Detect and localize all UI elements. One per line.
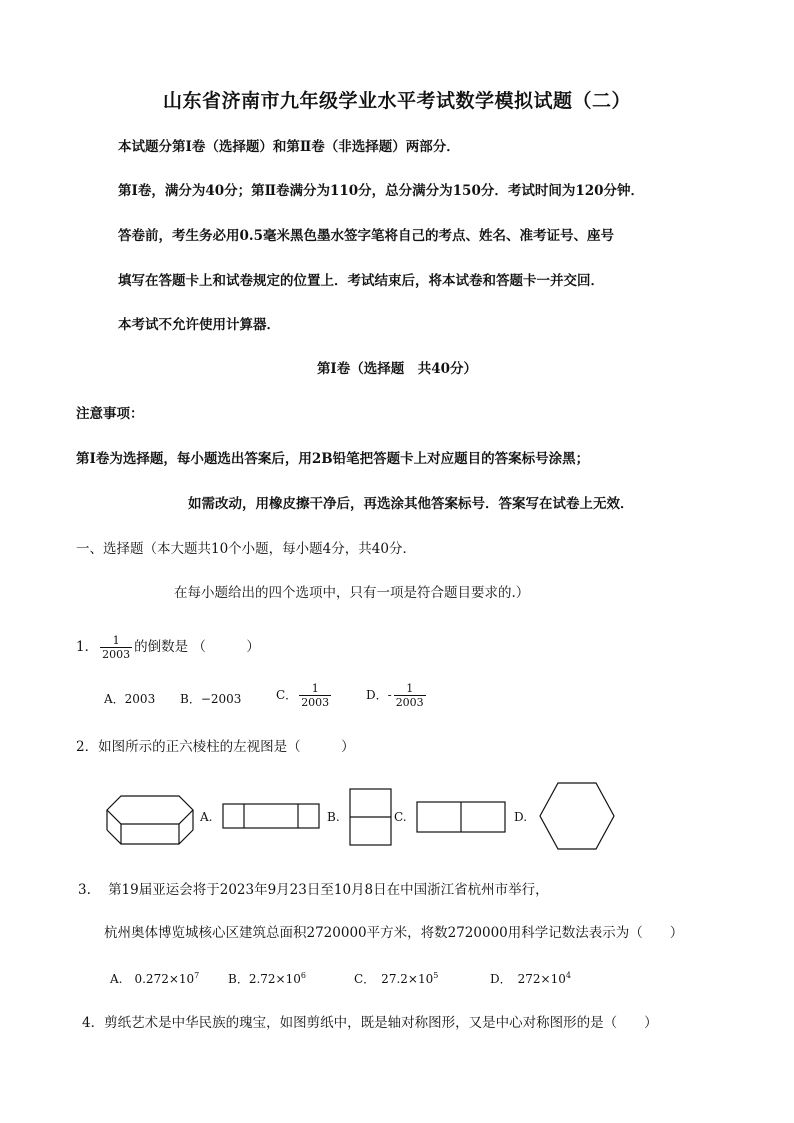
q4-stem: 4．剪纸艺术是中华民族的瑰宝，如图剪纸中，既是轴对称图形，又是中心对称图形的是（ ） bbox=[82, 1015, 658, 1031]
q3-option-c bbox=[354, 970, 438, 987]
part1-heading: 一、选择题（本大题共10个小题，每小题4分，共40分． bbox=[76, 541, 416, 557]
notes-label: 注意事项： bbox=[76, 406, 144, 422]
q3-stem-2: 杭州奥体博览城核心区建筑总面积2720000平方米，将数2720000用科学记数法表示为（ ） bbox=[104, 925, 684, 941]
q2-label-a: A. bbox=[200, 810, 213, 824]
q1-option-d bbox=[366, 682, 428, 709]
q3-option-d-exp: 4 bbox=[565, 971, 571, 980]
q1-option-b: B．−2003 bbox=[180, 692, 242, 706]
q2-option-d-hexagon bbox=[538, 780, 616, 852]
intro-line-4: 填写在答题卡上和试卷规定的位置上．考试结束后，将本试卷和答题卡一并交回． bbox=[118, 273, 604, 289]
q3-number: 3. bbox=[78, 882, 91, 898]
q3-option-a-text: A. 0.272×10 bbox=[110, 972, 195, 986]
q1-number: 1． bbox=[76, 639, 99, 655]
q3-option-a-exp: 7 bbox=[194, 971, 200, 980]
q2-option-c-figure bbox=[416, 801, 506, 833]
q3-option-d-text: D． 272×10 bbox=[490, 972, 566, 986]
q1-option-d-den: 2003 bbox=[395, 696, 424, 709]
q1-option-c-label: C． bbox=[276, 688, 298, 702]
note-2: 如需改动，用橡皮擦干净后，再选涂其他答案标号．答案写在试卷上无效． bbox=[188, 496, 634, 512]
intro-line-3: 答卷前，考生务必用0.5毫米黑色墨水签字笔将自己的考点、姓名、准考证号、座号 bbox=[118, 228, 614, 244]
q3-option-b-text: B．2.72×10 bbox=[228, 972, 301, 986]
q2-option-a-figure bbox=[222, 803, 320, 829]
note-1: 第Ⅰ卷为选择题，每小题选出答案后，用2B铅笔把答题卡上对应题目的答案标号涂黑； bbox=[76, 451, 590, 467]
q1-option-d-label: D．- bbox=[366, 688, 392, 702]
q1-stem bbox=[76, 634, 260, 661]
part1-sub: 在每小题给出的四个选项中，只有一项是符合题目要求的.） bbox=[174, 585, 530, 601]
q3-stem-1 bbox=[78, 881, 549, 899]
hexagonal-prism-figure bbox=[100, 788, 200, 848]
intro-line-5: 本考试不允许使用计算器． bbox=[118, 317, 280, 333]
q1-option-c bbox=[276, 682, 333, 709]
q1-fraction bbox=[100, 634, 132, 661]
q1-frac-num: 1 bbox=[112, 634, 120, 647]
q1-option-c-den: 2003 bbox=[301, 696, 330, 709]
q1-text: 的倒数是 （ ） bbox=[134, 639, 260, 655]
q2-label-d: D. bbox=[514, 810, 528, 824]
q3-option-b-exp: 6 bbox=[300, 971, 306, 980]
page-title: 山东省济南市九年级学业水平考试数学模拟试题（二） bbox=[162, 90, 631, 112]
q1-option-a: A．2003 bbox=[104, 692, 156, 706]
q1-option-d-num: 1 bbox=[406, 682, 414, 695]
q1-frac-den: 2003 bbox=[102, 648, 131, 661]
intro-line-2: 第Ⅰ卷，满分为40分；第Ⅱ卷满分为110分，总分满分为150分．考试时间为120分钟． bbox=[118, 183, 645, 199]
q3-option-b bbox=[228, 970, 306, 987]
intro-line-1: 本试题分第Ⅰ卷（选择题）和第Ⅱ卷（非选择题）两部分． bbox=[118, 139, 460, 155]
q2-label-c: C. bbox=[394, 810, 407, 824]
q3-option-d bbox=[490, 970, 571, 987]
q2-option-b-figure bbox=[349, 788, 392, 846]
q2-stem: 2．如图所示的正六棱柱的左视图是（ ） bbox=[76, 739, 355, 755]
q1-option-c-num: 1 bbox=[311, 682, 319, 695]
section-heading: 第Ⅰ卷（选择题 共40分） bbox=[316, 361, 478, 377]
q3-option-a bbox=[110, 970, 199, 987]
q2-label-b: B. bbox=[327, 810, 340, 824]
q3-text-1: 第19届亚运会将于2023年9月23日至10月8日在中国浙江省杭州市举行， bbox=[108, 882, 549, 898]
q3-option-c-exp: 5 bbox=[433, 971, 439, 980]
q3-option-c-text: C． 27.2×10 bbox=[354, 972, 434, 986]
